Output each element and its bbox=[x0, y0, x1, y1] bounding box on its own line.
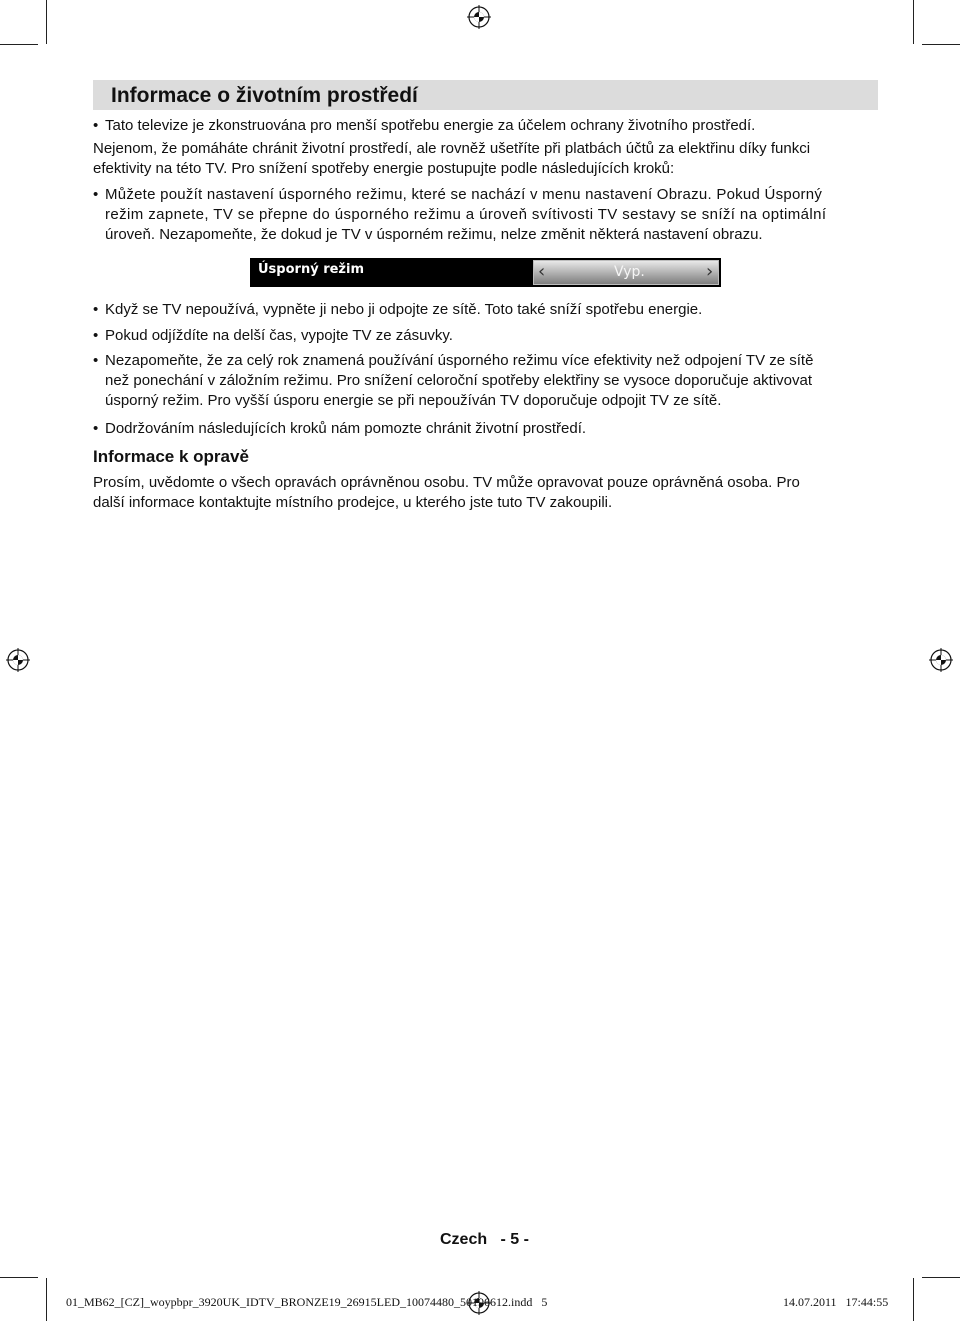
chevron-right-icon[interactable]: › bbox=[706, 261, 714, 282]
eco-mode-label: Úsporný režim bbox=[258, 262, 364, 277]
paragraph-line: další informace kontaktujte místního prodejce, u kterého jste tuto TV zakoupili. bbox=[93, 494, 613, 511]
registration-mark-icon bbox=[929, 648, 953, 672]
list-item-text: Nezapomeňte, že za celý rok znamená používání úsporného režimu více efektivity než odpojení TV ze sítě bbox=[105, 352, 814, 369]
list-item bbox=[93, 300, 893, 320]
print-slug-date: 14.07.2011 17:44:55 bbox=[783, 1295, 889, 1309]
registration-mark-icon bbox=[467, 5, 491, 29]
eco-mode-selector[interactable] bbox=[533, 260, 719, 285]
list-item-text: úroveň. Nezapomeňte, že dokud je TV v úsporném režimu, nelze změnit některá nastavení obrazu. bbox=[105, 226, 763, 243]
crop-mark bbox=[913, 1278, 914, 1321]
crop-mark bbox=[46, 0, 47, 44]
chevron-left-icon[interactable]: ‹ bbox=[538, 261, 546, 282]
list-item-text: Pokud odjíždíte na delší čas, vypojte TV ze zásuvky. bbox=[105, 327, 453, 344]
crop-mark bbox=[922, 44, 960, 45]
section-title: Informace o životním prostředí bbox=[93, 80, 878, 110]
paragraph-line: Nejenom, že pomáháte chránit životní prostředí, ale rovněž ušetříte při platbách účtů za elektřinu díky funkci bbox=[93, 140, 811, 157]
crop-mark bbox=[913, 0, 914, 44]
print-slug-file: 01_MB62_[CZ]_woypbpr_3920UK_IDTV_BRONZE19_26915LED_10074480_50196612.indd 5 bbox=[66, 1295, 548, 1309]
list-item bbox=[93, 419, 893, 439]
registration-mark-icon bbox=[6, 648, 30, 672]
list-item-text: Tato televize je zkonstruována pro menší spotřebu energie za účelem ochrany životního prostředí. bbox=[105, 117, 756, 134]
eco-mode-value: Vyp. bbox=[614, 264, 645, 280]
bullet-marker: • bbox=[93, 117, 99, 134]
list-item-text: Když se TV nepoužívá, vypněte ji nebo ji odpojte ze sítě. Toto také sníží spotřebu energie. bbox=[105, 301, 703, 318]
list-item-text: režim zapnete, TV se přepne do úsporného režimu a úroveň svítivosti TV sestavy se sníží na optimální bbox=[105, 206, 827, 223]
list-item-text: Dodržováním následujících kroků nám pomozte chránit životní prostředí. bbox=[105, 420, 587, 437]
list-item-text: Můžete použít nastavení úsporného režimu, které se nachází v menu nastavení Obrazu. Pokud Úsporný bbox=[105, 186, 823, 203]
list-item-text: úsporný režim. Pro vyšší úsporu energie se při nepoužíván TV doporučuje odpojit TV ze sítě. bbox=[105, 392, 722, 409]
list-item bbox=[93, 116, 893, 136]
eco-mode-menu-bar bbox=[250, 258, 721, 287]
list-item bbox=[93, 326, 893, 346]
paragraph-line: efektivity na této TV. Pro snížení spotřeby energie postupujte podle následujících kroků: bbox=[93, 160, 675, 177]
repair-heading: Informace k opravě bbox=[93, 447, 249, 466]
bullet-marker: • bbox=[93, 186, 99, 203]
bullet-marker: • bbox=[93, 420, 99, 437]
crop-mark bbox=[922, 1277, 960, 1278]
crop-mark bbox=[46, 1278, 47, 1321]
bullet-marker: • bbox=[93, 352, 99, 369]
crop-mark bbox=[0, 1277, 38, 1278]
crop-mark bbox=[0, 44, 38, 45]
list-item-text: než ponechání v záložním režimu. Pro snížení celoroční spotřeby elektřiny se vysoce doporučuje aktivovat bbox=[105, 372, 813, 389]
page-number: Czech - 5 - bbox=[440, 1231, 529, 1248]
bullet-marker: • bbox=[93, 301, 99, 318]
bullet-marker: • bbox=[93, 327, 99, 344]
paragraph-line: Prosím, uvědomte o všech opravách oprávněnou osobu. TV může opravovat pouze oprávněná osoba. Pro bbox=[93, 474, 800, 491]
